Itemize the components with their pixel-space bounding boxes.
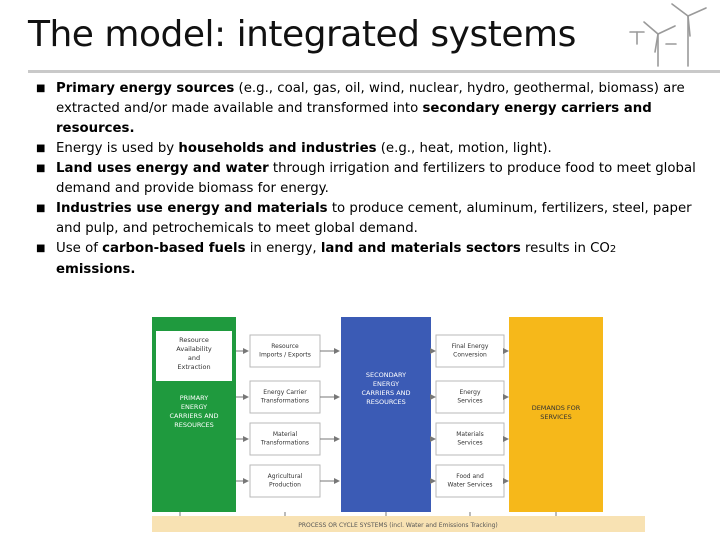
resource-box-label: Availability bbox=[176, 345, 212, 353]
left-process-label: Transformations bbox=[260, 439, 310, 447]
bullet-text-segment: land and materials sectors bbox=[320, 241, 521, 256]
bullet-item bbox=[34, 159, 696, 199]
process-cycle-label: PROCESS OR CYCLE SYSTEMS (incl. Water and Emissions Tracking) bbox=[298, 522, 498, 529]
bullet-text-segment: households and industries bbox=[178, 141, 377, 156]
demands-label: SERVICES bbox=[540, 413, 572, 421]
right-process-label: Conversion bbox=[453, 351, 487, 359]
right-process-label: Food and bbox=[456, 473, 484, 480]
bullet-text-segment: 2 bbox=[609, 244, 617, 255]
right-process-label: Services bbox=[457, 439, 483, 447]
wind-turbines-logo bbox=[600, 0, 720, 70]
bullet-text-segment: secondary energy carriers and resources. bbox=[56, 101, 652, 136]
left-process-label: Energy Carrier bbox=[263, 389, 307, 396]
bullet-text-segment: (e.g., heat, motion, light). bbox=[376, 141, 552, 156]
right-process-label: Materials bbox=[456, 431, 484, 438]
bullet-square-icon: ■ bbox=[36, 163, 46, 174]
demands-label: DEMANDS FOR bbox=[531, 404, 581, 412]
left-process-label: Agricultural bbox=[267, 473, 303, 480]
bullet-text-segment: Industries use energy and materials bbox=[56, 201, 328, 216]
primary-carriers-label: CARRIERS AND bbox=[169, 412, 219, 420]
bullet-text-segment: (e.g., coal, gas, oil, wind, nuclear, hydro, geothermal, biomass) are extracted and/or made available and transformed into bbox=[56, 81, 685, 116]
bullet-text-segment: Primary energy sources bbox=[56, 81, 235, 96]
bullet-item bbox=[34, 199, 696, 239]
resource-box-label: Extraction bbox=[177, 363, 211, 371]
title-underline bbox=[28, 70, 720, 73]
bullet-square-icon: ■ bbox=[36, 203, 46, 214]
primary-carriers-label: PRIMARY bbox=[179, 394, 209, 402]
bullet-list bbox=[34, 79, 696, 280]
slide-title: The model: integrated systems bbox=[28, 14, 576, 55]
secondary-carriers-label: SECONDARY bbox=[365, 371, 407, 379]
bullet-text-segment: Energy is used by bbox=[56, 141, 179, 156]
bullet-text-segment: carbon-based fuels bbox=[102, 241, 246, 256]
bullet-item bbox=[34, 239, 696, 280]
right-process-label: Services bbox=[457, 397, 483, 405]
left-process-label: Imports / Exports bbox=[259, 351, 311, 359]
secondary-carriers-label: CARRIERS AND bbox=[361, 389, 411, 397]
bullet-square-icon: ■ bbox=[36, 143, 46, 154]
secondary-carriers-label: RESOURCES bbox=[366, 398, 406, 406]
bullet-text-segment: through irrigation and fertilizers to produce food to meet global demand and provide biomass for energy. bbox=[56, 161, 696, 196]
left-process-label: Transformations bbox=[260, 397, 310, 405]
left-process-label: Material bbox=[272, 431, 298, 438]
bullet-item bbox=[34, 139, 696, 159]
bullet-item bbox=[34, 79, 696, 139]
right-process-label: Final Energy bbox=[451, 343, 489, 350]
secondary-carriers-column bbox=[341, 317, 431, 512]
bullet-text-segment: to produce cement, aluminum, fertilizers, steel, paper and pulp, and petrochemicals to meet global demand. bbox=[56, 201, 692, 236]
bullet-text-segment: Use of bbox=[56, 241, 103, 256]
secondary-carriers-label: ENERGY bbox=[372, 380, 400, 388]
right-process-label: Water Services bbox=[447, 481, 493, 489]
resource-box-label: and bbox=[187, 354, 201, 362]
primary-carriers-label: RESOURCES bbox=[174, 421, 214, 429]
left-process-label: Production bbox=[269, 481, 301, 489]
primary-carriers-label: ENERGY bbox=[180, 403, 208, 411]
resource-box-label: Resource bbox=[179, 336, 209, 344]
integrated-systems-diagram bbox=[150, 315, 650, 535]
bullet-text-segment: emissions. bbox=[56, 262, 136, 277]
bullet-text-segment: results in CO bbox=[520, 241, 610, 256]
bullet-text-segment: Land uses energy and water bbox=[56, 161, 269, 176]
bullet-square-icon: ■ bbox=[36, 83, 46, 94]
left-process-label: Resource bbox=[271, 343, 299, 350]
bullet-text-segment: in energy, bbox=[245, 241, 321, 256]
bullet-square-icon: ■ bbox=[36, 243, 46, 254]
right-process-label: Energy bbox=[459, 389, 481, 396]
